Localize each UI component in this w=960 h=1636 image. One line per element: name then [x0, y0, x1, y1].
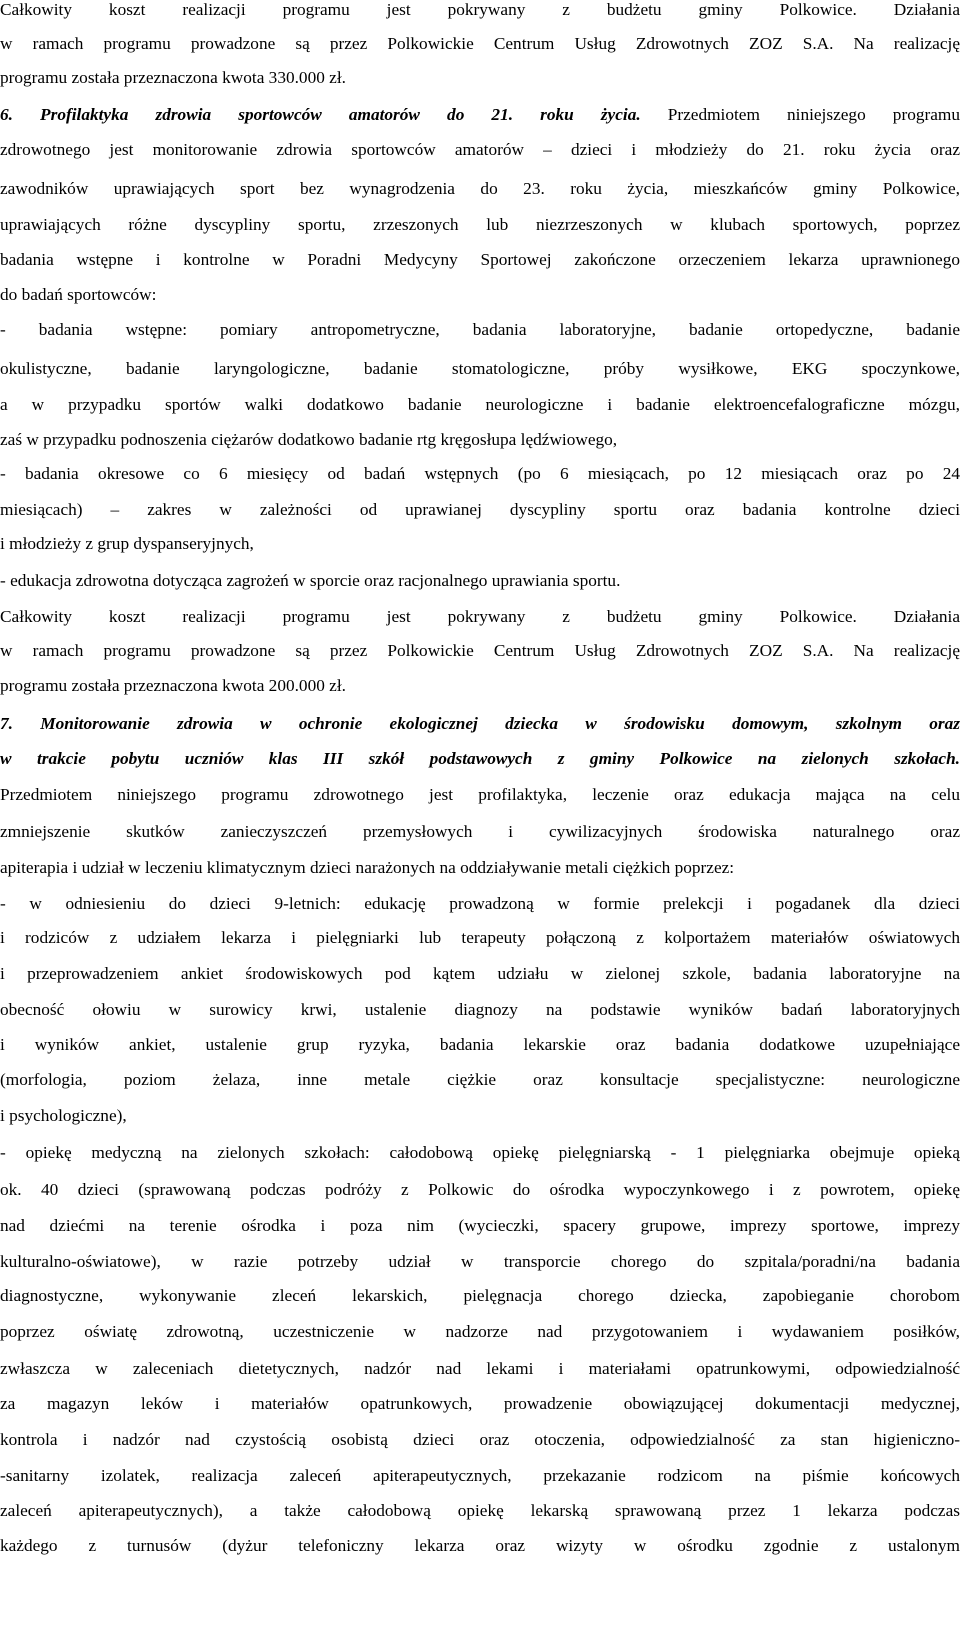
paragraph-text: kulturalno-oświatowe), w razie potrzeby udział w transporcie chorego do szpitala/poradni/na badania: [0, 1252, 960, 1271]
text-line: [0, 457, 960, 491]
text-line: [0, 493, 960, 527]
paragraph-text: -sanitarny izolatek, realizacja zaleceń apiterapeutycznych, przekazanie rodzicom na piśmie końcowych: [0, 1466, 960, 1485]
text-line: [0, 133, 960, 167]
section-heading: 7. Monitorowanie zdrowia w ochronie ekologicznej dziecka w środowisku domowym, szkolnym oraz: [0, 714, 960, 733]
text-line: [0, 1279, 960, 1313]
text-line: [0, 388, 960, 422]
paragraph-text: uprawiających różne dyscypliny sportu, zrzeszonych lub niezrzeszonych w klubach sportowych, poprzez: [0, 215, 960, 234]
text-line: [0, 1387, 960, 1421]
text-line: [0, 1352, 960, 1386]
text-line: [0, 0, 960, 27]
paragraph-text: Całkowity koszt realizacji programu jest pokrywany z budżetu gminy Polkowice. Działania: [0, 0, 960, 19]
paragraph-text: - w odniesieniu do dzieci 9-letnich: edukację prowadzoną w formie prelekcji i pogadanek dla dzieci: [0, 894, 960, 913]
text-line: [0, 851, 960, 885]
paragraph-text: i młodzieży z grup dyspanseryjnych,: [0, 534, 254, 553]
paragraph-text: - badania okresowe co 6 miesięcy od badań wstępnych (po 6 miesiącach, po 12 miesiącach oraz po 24: [0, 464, 960, 483]
text-line: [0, 669, 960, 703]
text-line: [0, 1028, 960, 1062]
text-line: [0, 1315, 960, 1349]
paragraph-text: zwłaszcza w zaleceniach dietetycznych, nadzór nad lekami i materiałami opatrunkowymi, odpowiedzialność: [0, 1359, 960, 1378]
text-line: [0, 1423, 960, 1457]
text-line: [0, 1529, 960, 1563]
paragraph-text: zmniejszenie skutków zanieczyszczeń przemysłowych i cywilizacyjnych środowiska naturalnego oraz: [0, 822, 960, 841]
text-line: [0, 1494, 960, 1528]
paragraph-text: i przeprowadzeniem ankiet środowiskowych pod kątem udziału w zielonej szkole, badania laboratoryjne na: [0, 964, 960, 983]
text-line: [0, 352, 960, 386]
text-line: [0, 98, 960, 132]
paragraph-text: programu została przeznaczona kwota 200.000 zł.: [0, 676, 346, 695]
paragraph-text: do badań sportowców:: [0, 285, 157, 304]
paragraph-text: zaleceń apiterapeutycznych), a także całodobową opiekę lekarską sprawowaną przez 1 lekarza podczas: [0, 1501, 960, 1520]
text-line: [0, 921, 960, 955]
paragraph-text: i psychologiczne),: [0, 1106, 127, 1125]
paragraph-text: ok. 40 dzieci (sprawowaną podczas podróży z Polkowic do ośrodka wypoczynkowego i z powrotem, opiekę: [0, 1180, 960, 1199]
paragraph-text: apiterapia i udział w leczeniu klimatycznym dzieci narażonych na oddziaływanie metali ciężkich poprzez:: [0, 858, 735, 877]
paragraph-text: okulistyczne, badanie laryngologiczne, badanie stomatologiczne, próby wysiłkowe, EKG spoczynkowe,: [0, 359, 960, 378]
paragraph-text: w ramach programu prowadzone są przez Polkowickie Centrum Usług Zdrowotnych ZOZ S.A. Na realizację: [0, 641, 960, 660]
paragraph-text: Przedmiotem niniejszego programu: [640, 105, 960, 124]
text-line: [0, 278, 960, 312]
paragraph-text: każdego z turnusów (dyżur telefoniczny lekarza oraz wizyty w ośrodku zgodnie z ustalonym: [0, 1536, 960, 1555]
text-line: [0, 1099, 960, 1133]
paragraph-text: Przedmiotem niniejszego programu zdrowotnego jest profilaktyka, leczenie oraz edukacja mająca na celu: [0, 785, 960, 804]
paragraph-text: i rodziców z udziałem lekarza i pielęgniarki lub terapeuty połączoną z kolportażem materiałów oświatowych: [0, 928, 960, 947]
text-line: [0, 707, 960, 741]
text-line: [0, 172, 960, 206]
paragraph-text: w ramach programu prowadzone są przez Polkowickie Centrum Usług Zdrowotnych ZOZ S.A. Na realizację: [0, 34, 960, 53]
text-line: [0, 634, 960, 668]
text-line: [0, 1173, 960, 1207]
section-heading: w trakcie pobytu uczniów klas III szkół podstawowych z gminy Polkowice na zielonych szkołach.: [0, 749, 960, 768]
paragraph-text: programu została przeznaczona kwota 330.000 zł.: [0, 68, 346, 87]
paragraph-text: - edukacja zdrowotna dotycząca zagrożeń w sporcie oraz racjonalnego uprawiania sportu.: [0, 571, 621, 590]
paragraph-text: zaś w przypadku podnoszenia ciężarów dodatkowo badanie rtg kręgosłupa lędźwiowego,: [0, 430, 618, 449]
paragraph-text: kontrola i nadzór nad czystością osobistą dzieci oraz otoczenia, odpowiedzialność za stan higieniczno-: [0, 1430, 960, 1449]
text-line: [0, 778, 960, 812]
text-line: [0, 61, 960, 95]
text-line: [0, 887, 960, 921]
text-line: [0, 313, 960, 347]
paragraph-text: (morfologia, poziom żelaza, inne metale ciężkie oraz konsultacje specjalistyczne: neurologiczne: [0, 1070, 960, 1089]
text-line: [0, 1459, 960, 1493]
text-line: [0, 1136, 960, 1170]
text-line: [0, 742, 960, 776]
text-line: [0, 1063, 960, 1097]
paragraph-text: nad dziećmi na terenie ośrodka i poza nim (wycieczki, spacery grupowe, imprezy sportowe, imprezy: [0, 1216, 960, 1235]
text-line: [0, 208, 960, 242]
paragraph-text: diagnostyczne, wykonywanie zleceń lekarskich, pielęgnacja chorego dziecka, zapobieganie chorobom: [0, 1286, 960, 1305]
paragraph-text: za magazyn leków i materiałów opatrunkowych, prowadzenie obowiązującej dokumentacji medycznej,: [0, 1394, 960, 1413]
paragraph-text: zdrowotnego jest monitorowanie zdrowia sportowców amatorów – dzieci i młodzieży do 21. roku życia oraz: [0, 140, 960, 159]
paragraph-text: badania wstępne i kontrolne w Poradni Medycyny Sportowej zakończone orzeczeniem lekarza uprawnionego: [0, 250, 960, 269]
text-line: [0, 27, 960, 61]
text-line: [0, 243, 960, 277]
text-line: [0, 1245, 960, 1279]
paragraph-text: Całkowity koszt realizacji programu jest pokrywany z budżetu gminy Polkowice. Działania: [0, 607, 960, 626]
text-line: [0, 1209, 960, 1243]
text-line: [0, 815, 960, 849]
paragraph-text: zawodników uprawiających sport bez wynagrodzenia do 23. roku życia, mieszkańców gminy Polkowice,: [0, 179, 960, 198]
paragraph-text: miesiącach) – zakres w zależności od uprawianej dyscypliny sportu oraz badania kontrolne dzieci: [0, 500, 960, 519]
text-line: [0, 600, 960, 634]
section-heading: 6. Profilaktyka zdrowia sportowców amatorów do 21. roku życia.: [0, 105, 641, 124]
text-line: [0, 993, 960, 1027]
paragraph-text: a w przypadku sportów walki dodatkowo badanie neurologiczne i badanie elektroencefalograficzne mózgu,: [0, 395, 960, 414]
paragraph-text: poprzez oświatę zdrowotną, uczestniczenie w nadzorze nad przygotowaniem i wydawaniem posiłków,: [0, 1322, 960, 1341]
paragraph-text: - opiekę medyczną na zielonych szkołach: całodobową opiekę pielęgniarską - 1 pielęgniarka obejmuje opieką: [0, 1143, 960, 1162]
paragraph-text: i wyników ankiet, ustalenie grup ryzyka, badania lekarskie oraz badania dodatkowe uzupełniające: [0, 1035, 960, 1054]
paragraph-text: obecność ołowiu w surowicy krwi, ustalenie diagnozy na podstawie wyników badań laboratoryjnych: [0, 1000, 960, 1019]
paragraph-text: - badania wstępne: pomiary antropometryczne, badania laboratoryjne, badanie ortopedyczne, badanie: [0, 320, 960, 339]
text-line: [0, 564, 960, 598]
text-line: [0, 527, 960, 561]
text-line: [0, 957, 960, 991]
text-line: [0, 423, 960, 457]
